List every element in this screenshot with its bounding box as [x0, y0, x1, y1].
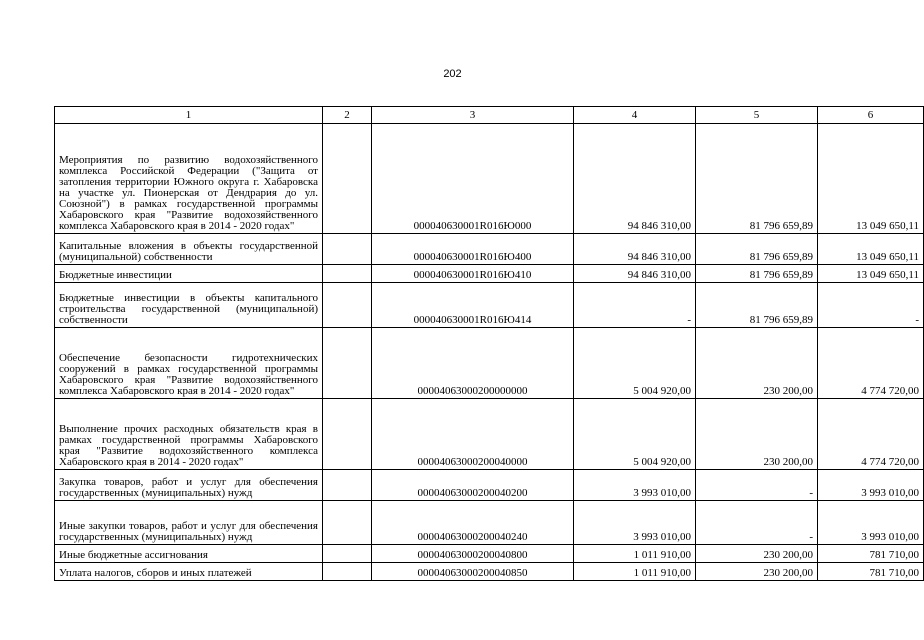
row-code: 00004063000200040200: [372, 470, 574, 501]
row-name: Бюджетные инвестиции: [55, 265, 323, 283]
row-name: Закупка товаров, работ и услуг для обеспечения государственных (муниципальных) нужд: [55, 470, 323, 501]
row-value-5: 230 200,00: [696, 545, 818, 563]
row-value-6: 3 993 010,00: [818, 501, 924, 545]
row-code: 00004063000200040240: [372, 501, 574, 545]
row-code: 000040630001R016Ю414: [372, 283, 574, 328]
column-header-1: 1: [55, 107, 323, 124]
row-value-5: 81 796 659,89: [696, 283, 818, 328]
row-col2: [323, 265, 372, 283]
row-value-4: 3 993 010,00: [574, 470, 696, 501]
table-row: [55, 328, 924, 399]
row-value-4: 1 011 910,00: [574, 545, 696, 563]
row-name: Бюджетные инвестиции в объекты капитального строительства государственной (муниципальной) собственности: [55, 283, 323, 328]
row-col2: [323, 234, 372, 265]
row-value-4: 1 011 910,00: [574, 563, 696, 581]
column-header-2: 2: [323, 107, 372, 124]
row-code: 00004063000200040000: [372, 399, 574, 470]
row-name: Иные бюджетные ассигнования: [55, 545, 323, 563]
row-value-4: 5 004 920,00: [574, 328, 696, 399]
budget-table: [54, 106, 924, 581]
table-row: [55, 563, 924, 581]
row-value-6: 13 049 650,11: [818, 265, 924, 283]
row-name: Мероприятия по развитию водохозяйственного комплекса Российской Федерации ("Защита от затопления территории Южного округа г. Хабаровска на участке ул. Пионерская от Дендрария до ул. Союзной") в рамках государственной программы Хабаровского края "Развитие водохозяйственного комплекса Хабаровского края в 2014 - 2020 годах": [55, 124, 323, 234]
table-row: [55, 265, 924, 283]
row-col2: [323, 545, 372, 563]
row-value-4: 94 846 310,00: [574, 124, 696, 234]
row-value-4: 5 004 920,00: [574, 399, 696, 470]
row-name: Обеспечение безопасности гидротехнических сооружений в рамках государственной программы Хабаровского края "Развитие водохозяйственного комплекса Хабаровского края в 2014 - 2020 годах": [55, 328, 323, 399]
row-code: 00004063000200040850: [372, 563, 574, 581]
row-name: Уплата налогов, сборов и иных платежей: [55, 563, 323, 581]
row-value-6: 4 774 720,00: [818, 328, 924, 399]
row-col2: [323, 470, 372, 501]
row-value-5: 81 796 659,89: [696, 124, 818, 234]
row-value-5: 230 200,00: [696, 328, 818, 399]
row-code: 000040630001R016Ю400: [372, 234, 574, 265]
row-col2: [323, 501, 372, 545]
row-value-4: 3 993 010,00: [574, 501, 696, 545]
row-code: 00004063000200040800: [372, 545, 574, 563]
row-name: Иные закупки товаров, работ и услуг для обеспечения государственных (муниципальных) нужд: [55, 501, 323, 545]
row-value-5: -: [696, 470, 818, 501]
row-code: 000040630001R016Ю410: [372, 265, 574, 283]
row-code: 000040630001R016Ю000: [372, 124, 574, 234]
row-name: Выполнение прочих расходных обязательств края в рамках государственной программы Хабаровского края "Развитие водохозяйственного комплекса Хабаровского края в 2014 - 2020 годах": [55, 399, 323, 470]
table-row: [55, 234, 924, 265]
row-value-5: 230 200,00: [696, 399, 818, 470]
row-col2: [323, 328, 372, 399]
row-name: Капитальные вложения в объекты государственной (муниципальной) собственности: [55, 234, 323, 265]
row-value-6: 781 710,00: [818, 545, 924, 563]
table-row: [55, 124, 924, 234]
row-value-6: -: [818, 283, 924, 328]
column-header-5: 5: [696, 107, 818, 124]
table-row: [55, 399, 924, 470]
row-code: 00004063000200000000: [372, 328, 574, 399]
row-value-6: 13 049 650,11: [818, 234, 924, 265]
row-value-6: 13 049 650,11: [818, 124, 924, 234]
row-value-4: -: [574, 283, 696, 328]
table-row: [55, 470, 924, 501]
table-row: [55, 283, 924, 328]
row-value-5: 81 796 659,89: [696, 234, 818, 265]
row-value-6: 4 774 720,00: [818, 399, 924, 470]
row-value-6: 781 710,00: [818, 563, 924, 581]
row-value-6: 3 993 010,00: [818, 470, 924, 501]
row-col2: [323, 399, 372, 470]
row-col2: [323, 283, 372, 328]
column-header-3: 3: [372, 107, 574, 124]
row-value-4: 94 846 310,00: [574, 265, 696, 283]
table-header-row: [55, 107, 924, 124]
column-header-6: 6: [818, 107, 924, 124]
table-row: [55, 501, 924, 545]
row-value-5: -: [696, 501, 818, 545]
column-header-4: 4: [574, 107, 696, 124]
row-value-5: 81 796 659,89: [696, 265, 818, 283]
page-number: 202: [443, 68, 462, 80]
row-col2: [323, 563, 372, 581]
row-col2: [323, 124, 372, 234]
row-value-5: 230 200,00: [696, 563, 818, 581]
table-row: [55, 545, 924, 563]
row-value-4: 94 846 310,00: [574, 234, 696, 265]
